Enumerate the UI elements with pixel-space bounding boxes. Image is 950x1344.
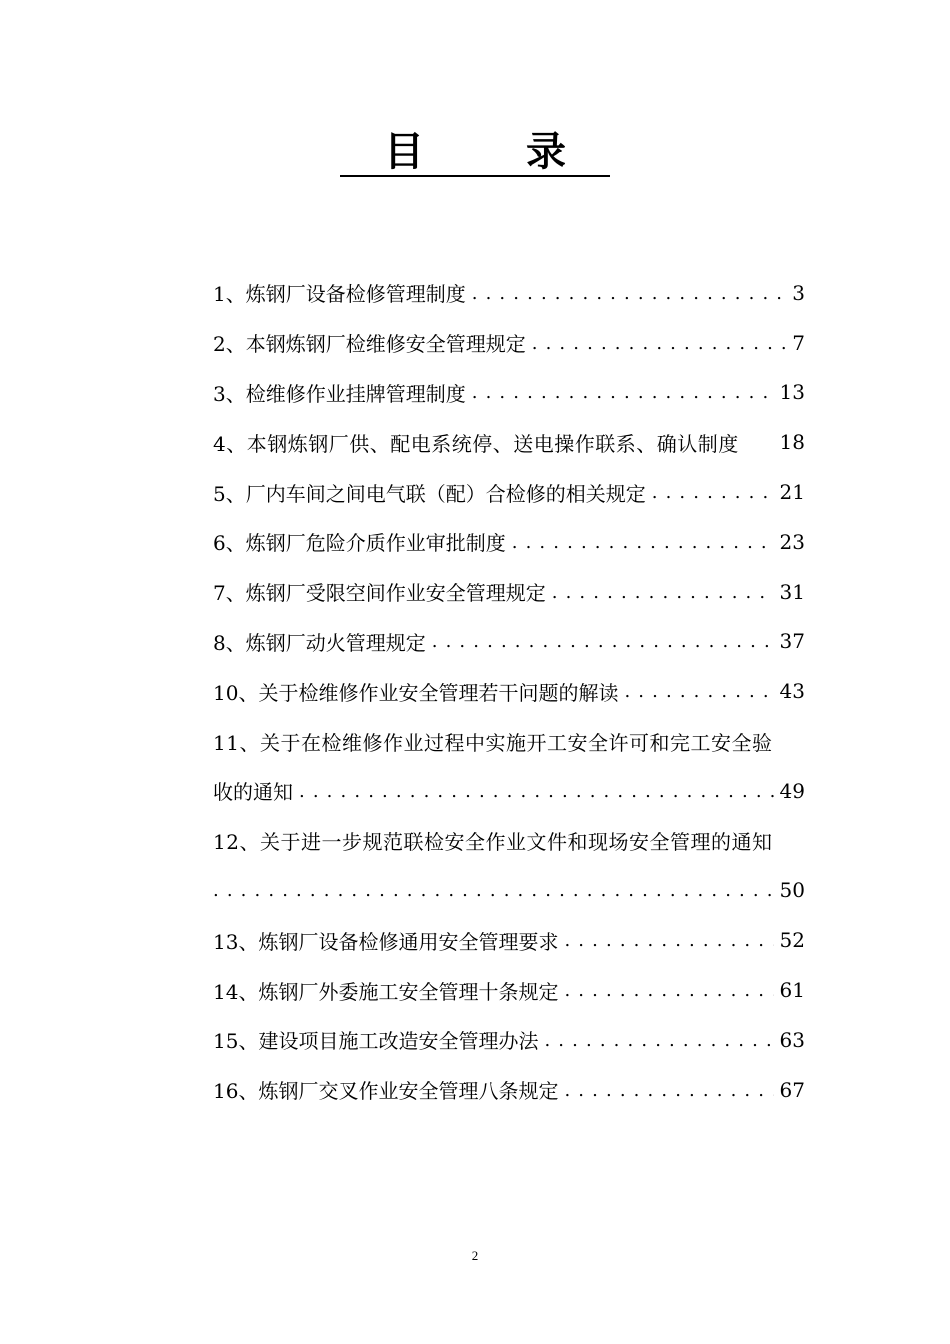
toc-leader-dots: [299, 782, 774, 802]
toc-entry[interactable]: [213, 1015, 805, 1065]
toc-entry-title: 3、检维修作业挂牌管理制度: [213, 381, 466, 406]
toc-leader-dots: [564, 981, 773, 1001]
toc-entry-title-continued: 收的通知: [213, 780, 293, 805]
toc-entry[interactable]: [213, 268, 805, 318]
toc-entry-page: 52: [779, 928, 805, 953]
toc-entry[interactable]: [213, 915, 805, 965]
toc-entry-page: 23: [779, 529, 805, 554]
toc-entry-page: 63: [779, 1027, 805, 1052]
toc-leader-dots: [472, 284, 787, 304]
toc-entry[interactable]: [213, 517, 805, 567]
toc-entry[interactable]: [213, 617, 805, 667]
toc-entry-page: 37: [779, 629, 805, 654]
toc-entry-page: 13: [779, 380, 805, 405]
toc-entry[interactable]: [213, 417, 805, 467]
toc-entry-title: 7、炼钢厂受限空间作业安全管理规定: [213, 581, 546, 606]
toc-entry-title: 11、关于在检维修作业过程中实施开工安全许可和完工安全验: [213, 730, 773, 755]
toc-entry-title: 10、关于检维修作业安全管理若干问题的解读: [213, 680, 619, 705]
toc-entry-title: 16、炼钢厂交叉作业安全管理八条规定: [213, 1079, 559, 1104]
toc-leader-dots: [624, 682, 773, 702]
toc-entry-title: 6、炼钢厂危险介质作业审批制度: [213, 531, 506, 556]
toc-entry-title: 14、炼钢厂外委施工安全管理十条规定: [213, 979, 559, 1004]
table-of-contents: [213, 268, 805, 1115]
toc-entry[interactable]: [213, 1065, 805, 1115]
toc-entry-page: 43: [779, 679, 805, 704]
toc-entry[interactable]: [213, 816, 805, 866]
toc-entry-page: 21: [779, 480, 805, 505]
toc-entry-page: 67: [779, 1077, 805, 1102]
toc-entry-title: 5、厂内车间之间电气联（配）合检修的相关规定: [213, 481, 646, 506]
toc-entry-page: 18: [779, 430, 805, 455]
toc-leader-dots: [472, 383, 774, 403]
toc-leader-dots: [512, 533, 774, 553]
toc-entry-continuation[interactable]: [213, 766, 805, 816]
toc-leader-dots: [564, 1081, 773, 1101]
toc-entry[interactable]: [213, 467, 805, 517]
page-number: 2: [471, 1248, 479, 1263]
toc-entry[interactable]: [213, 567, 805, 617]
toc-entry[interactable]: [213, 716, 805, 766]
page-title: 目 录: [0, 124, 950, 180]
toc-leader-dots: [552, 583, 774, 603]
toc-leader-dots: [564, 931, 773, 951]
toc-leader-dots: [532, 334, 787, 354]
toc-entry-page: 3: [792, 280, 805, 305]
toc-entry-page: 50: [779, 878, 805, 903]
toc-entry-page: 7: [792, 330, 805, 355]
toc-entry-page: 49: [779, 778, 805, 803]
toc-entry-title: 13、炼钢厂设备检修通用安全管理要求: [213, 929, 559, 954]
toc-leader-dots: [213, 881, 774, 901]
toc-entry-page: 61: [779, 978, 805, 1003]
toc-entry-page: 31: [779, 579, 805, 604]
toc-entry-title: 12、关于进一步规范联检安全作业文件和现场安全管理的通知: [213, 830, 773, 855]
toc-entry-title: 8、炼钢厂动火管理规定: [213, 630, 426, 655]
toc-entry-title: 4、本钢炼钢厂供、配电系统停、送电操作联系、确认制度: [213, 431, 739, 456]
toc-entry-title: 2、本钢炼钢厂检维修安全管理规定: [213, 332, 526, 357]
toc-leader-dots: [652, 483, 774, 503]
toc-entry-title: 1、炼钢厂设备检修管理制度: [213, 282, 466, 307]
toc-entry[interactable]: [213, 666, 805, 716]
toc-leader-dots: [544, 1031, 773, 1051]
toc-entry[interactable]: [213, 965, 805, 1015]
toc-entry[interactable]: [213, 368, 805, 418]
toc-entry[interactable]: [213, 318, 805, 368]
toc-entry-continuation[interactable]: [213, 866, 805, 916]
toc-entry-title: 15、建设项目施工改造安全管理办法: [213, 1029, 539, 1054]
toc-leader-dots: [432, 632, 774, 652]
